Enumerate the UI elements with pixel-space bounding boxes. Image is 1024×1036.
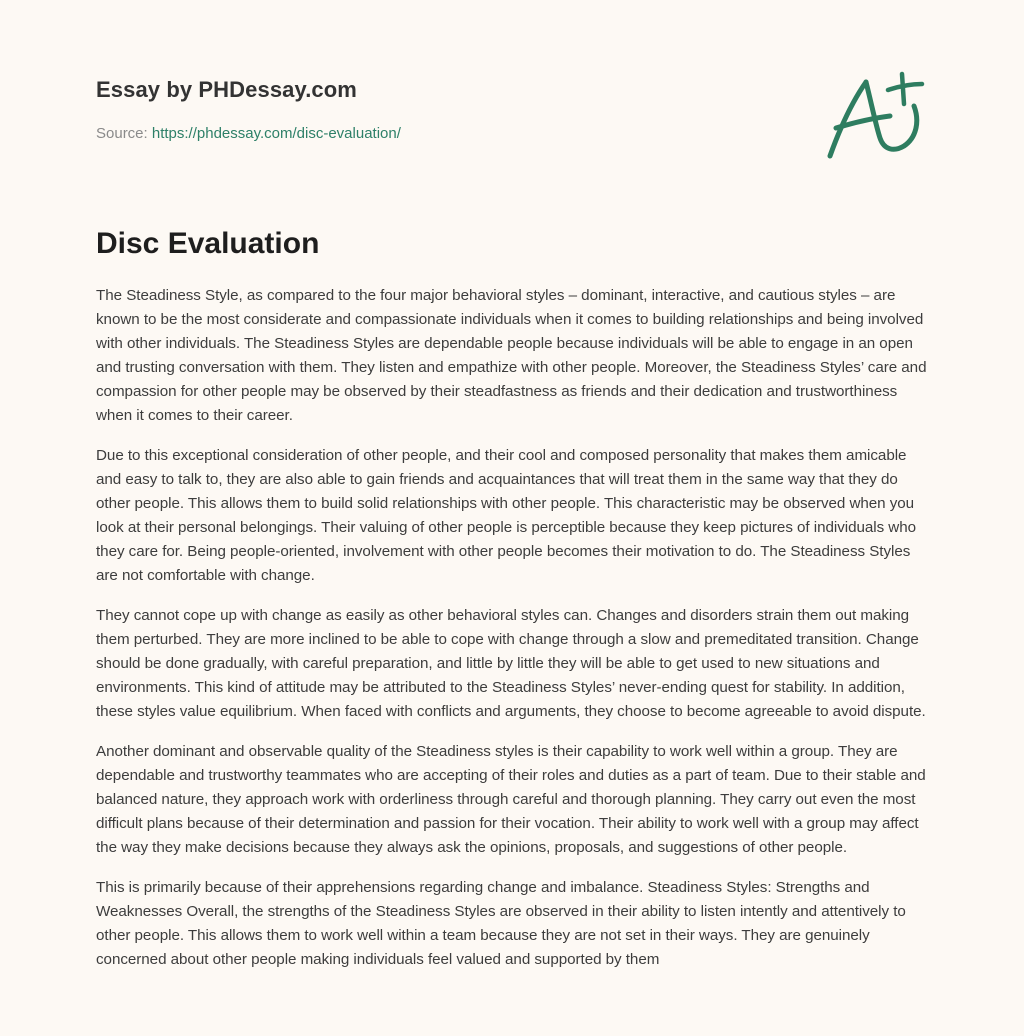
essay-paragraph: The Steadiness Style, as compared to the four major behavioral styles – dominant, interactive, and cautious styles – are known to be the most considerate and compassionate individuals when it comes to building relationships and being involved with other individuals. The Steadiness Styles are dependable people because individuals will be able to engage in an open and trusting conversation with them. They listen and empathize with other people. Moreover, the Steadiness Styles’ care and compassion for other people may be observed by their steadfastness as friends and their dedication and trustworthiness when it comes to their career. (96, 287, 927, 424)
essay-paragraph: Another dominant and observable quality of the Steadiness styles is their capability to work well within a group. They are dependable and trustworthy teammates who are accepting of their roles and duties as a part of team. Due to their stable and balanced nature, they approach work with orderliness through careful and thorough planning. They carry out even the most difficult plans because of their determination and passion for their vocation. Their ability to work well with a group may affect the way they make decisions because they always ask the opinions, proposals, and suggestions of other people. (96, 743, 926, 856)
source-link[interactable]: https://phdessay.com/disc-evaluation/ (151, 125, 401, 142)
essay-paragraph: Due to this exceptional consideration of other people, and their cool and composed personality that makes them amicable and easy to talk to, they are also able to gain friends and acquaintances that will treat them in the same way that they do other people. This allows them to build solid relationships with other people. This characteristic may be observed when you look at their personal belongings. Their valuing of other people is perceptible because they keep pictures of individuals who they care for. Being people-oriented, involvement with other people becomes their motivation to do. The Steadiness Styles are not comfortable with change. (96, 447, 917, 584)
essay-title: Disc Evaluation (96, 227, 320, 260)
source-line (96, 124, 928, 144)
essay-paragraph: They cannot cope up with change as easily as other behavioral styles can. Changes and disorders strain them out making them perturbed. They are more inclined to be able to cope with change through a slow and premeditated transition. Change should be done gradually, with careful preparation, and little by little they will be able to get used to new situations and environments. This kind of attitude may be attributed to the Steadiness Styles’ never-ending quest for stability. In addition, these styles value equilibrium. When faced with conflicts and arguments, they choose to become agreeable to avoid dispute. (96, 607, 926, 720)
page-header (96, 74, 928, 144)
site-title: Essay by PHDessay.com (96, 77, 357, 102)
source-label: Source: (96, 125, 152, 142)
a-plus-grade-icon (822, 66, 928, 164)
essay-paragraph: This is primarily because of their apprehensions regarding change and imbalance. Steadiness Styles: Strengths and Weaknesses Overall, the strengths of the Steadiness Styles are observed in their ability to listen intently and attentively to other people. This allows them to work well within a team because they are not set in their ways. They are genuinely concerned about other people making individuals feel valued and supported by them (96, 879, 906, 968)
essay-article (96, 224, 932, 988)
